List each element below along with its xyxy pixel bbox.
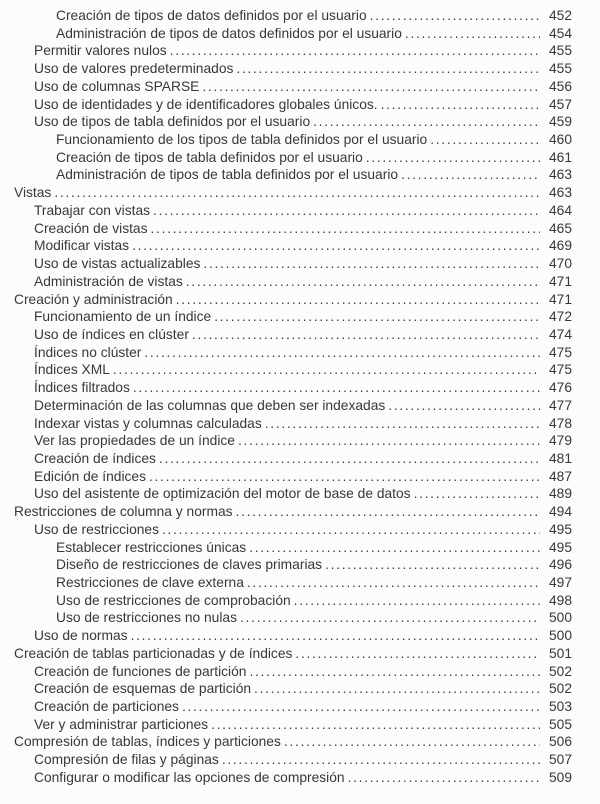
toc-entry-label: Administración de vistas [34, 273, 183, 289]
toc-entry-page: 461 [548, 149, 572, 165]
dot-leader [370, 8, 540, 23]
toc-entry-label: Ver las propiedades de un índice [34, 433, 235, 449]
dot-leader [153, 203, 540, 218]
toc-entry-page: 495 [548, 521, 572, 537]
toc-entry-page: 469 [548, 238, 572, 254]
toc-entry-label: Creación de vistas [34, 220, 148, 236]
toc-entry-label: Creación de tipos de datos definidos por el usuario [56, 8, 367, 23]
dot-leader [405, 26, 540, 41]
toc-entry-label: Índices no clúster [34, 344, 142, 360]
toc-entry-label: Vistas [14, 185, 52, 201]
dot-leader [294, 593, 540, 608]
toc-entry [0, 132, 572, 150]
toc-entry-label: Ver y administrar particiones [34, 716, 209, 732]
toc-entry [0, 416, 572, 434]
toc-entry [0, 114, 572, 132]
toc-entry-label: Índices filtrados [34, 380, 130, 396]
dot-leader [238, 433, 540, 448]
toc-entry-page: 474 [548, 326, 572, 342]
dot-leader [113, 362, 540, 377]
toc-entry-page: 471 [548, 291, 572, 307]
dot-leader [202, 79, 540, 94]
toc-entry-page: 452 [548, 8, 572, 23]
dot-leader [186, 274, 540, 289]
toc-entry-page: 509 [548, 769, 572, 785]
toc-entry-page: 494 [548, 504, 572, 520]
toc-entry [0, 309, 572, 327]
toc-entry-page: 470 [548, 256, 572, 272]
toc-entry [0, 646, 572, 664]
toc-entry [0, 167, 572, 185]
dot-leader [254, 681, 540, 696]
toc-entry-page: 501 [548, 645, 572, 661]
dot-leader [151, 221, 541, 236]
dot-leader [247, 575, 540, 590]
toc-entry [0, 752, 572, 770]
dot-leader [159, 451, 540, 466]
toc-entry-page: 478 [548, 415, 572, 431]
toc-entry-label: Configurar o modificar las opciones de compresión [34, 769, 345, 785]
toc-entry-page: 489 [548, 486, 572, 502]
toc-entry [0, 8, 572, 26]
dot-leader [388, 398, 540, 413]
toc-entry-page: 479 [548, 433, 572, 449]
toc-entry-label: Uso de identidades y de identificadores globales únicos. [34, 96, 378, 112]
toc-entry-label: Creación de esquemas de partición [34, 681, 252, 697]
toc-entry [0, 274, 572, 292]
toc-entry-label: Administración de tipos de datos definidos por el usuario [56, 25, 402, 41]
dot-leader [295, 646, 540, 661]
toc-entry [0, 150, 572, 168]
toc-entry [0, 238, 572, 256]
toc-entry-page: 497 [548, 575, 572, 590]
dot-leader [222, 752, 540, 767]
toc-list [0, 8, 572, 788]
toc-entry [0, 469, 572, 487]
dot-leader [54, 185, 540, 200]
dot-leader [313, 114, 540, 129]
dot-leader [236, 504, 540, 519]
toc-entry-page: 464 [548, 202, 572, 218]
toc-entry-page: 465 [548, 220, 572, 236]
toc-entry-page: 460 [548, 132, 572, 148]
toc-entry [0, 557, 572, 575]
dot-leader [249, 664, 540, 679]
toc-entry-page: 503 [548, 699, 572, 715]
dot-leader [325, 557, 540, 572]
toc-entry [0, 593, 572, 611]
toc-entry-page: 502 [548, 663, 572, 679]
toc-entry [0, 522, 572, 540]
toc-entry [0, 575, 572, 593]
toc-entry [0, 327, 572, 345]
toc-entry-label: Trabajar con vistas [34, 202, 151, 218]
dot-leader [284, 734, 540, 749]
dot-leader [430, 132, 540, 147]
toc-entry [0, 185, 572, 203]
dot-leader [133, 380, 540, 395]
toc-entry [0, 398, 572, 416]
toc-entry-label: Establecer restricciones únicas [56, 539, 247, 555]
toc-entry-label: Indexar vistas y columnas calculadas [34, 415, 262, 431]
toc-entry-label: Compresión de filas y páginas [34, 752, 219, 768]
dot-leader [162, 522, 540, 537]
toc-entry-label: Edición de índices [34, 468, 146, 484]
dot-leader [203, 256, 540, 271]
toc-entry-label: Creación de índices [34, 450, 156, 466]
toc-entry-page: 477 [548, 397, 572, 413]
toc-entry-label: Modificar vistas [34, 238, 130, 254]
toc-entry-label: Creación de tipos de tabla definidos por el usuario [56, 149, 363, 165]
toc-entry-page: 495 [548, 539, 572, 555]
toc-entry [0, 97, 572, 115]
dot-leader [211, 717, 540, 732]
toc-entry-page: 502 [548, 681, 572, 697]
toc-entry-label: Uso de normas [34, 628, 128, 644]
toc-entry-label: Restricciones de columna y normas [14, 504, 233, 520]
toc-entry-page: 498 [548, 592, 572, 608]
dot-leader [240, 610, 540, 625]
toc-entry-page: 471 [548, 273, 572, 289]
toc-entry-label: Uso de vistas actualizables [34, 256, 201, 272]
dot-leader [265, 416, 540, 431]
toc-entry-page: 457 [548, 96, 572, 112]
toc-entry-label: Creación y administración [14, 291, 173, 307]
toc-entry-label: Uso de tipos de tabla definidos por el usuario [34, 114, 311, 130]
toc-entry [0, 504, 572, 522]
toc-entry-label: Determinación de las columnas que deben ser indexadas [34, 397, 386, 413]
dot-leader [176, 292, 540, 307]
toc-entry [0, 717, 572, 735]
toc-entry-label: Restricciones de clave externa [56, 575, 244, 590]
dot-leader [381, 97, 540, 112]
toc-entry-page: 481 [548, 450, 572, 466]
toc-entry [0, 362, 572, 380]
toc-entry-page: 505 [548, 716, 572, 732]
toc-entry [0, 770, 572, 788]
dot-leader [414, 486, 540, 501]
toc-entry-label: Permitir valores nulos [34, 43, 167, 59]
dot-leader [132, 238, 540, 253]
toc-entry-page: 459 [548, 114, 572, 130]
toc-entry [0, 79, 572, 97]
toc-entry-page: 500 [548, 628, 572, 644]
dot-leader [366, 150, 540, 165]
toc-entry-page: 506 [548, 734, 572, 750]
toc-entry-page: 487 [548, 468, 572, 484]
dot-leader [192, 327, 540, 342]
toc-entry-page: 472 [548, 309, 572, 325]
toc-entry [0, 664, 572, 682]
dot-leader [182, 699, 540, 714]
toc-entry [0, 540, 572, 558]
toc-entry [0, 43, 572, 61]
dot-leader [249, 540, 540, 555]
dot-leader [236, 61, 540, 76]
toc-entry-label: Funcionamiento de los tipos de tabla definidos por el usuario [56, 132, 428, 148]
toc-entry [0, 203, 572, 221]
dot-leader [149, 469, 540, 484]
toc-entry-label: Compresión de tablas, índices y particiones [14, 734, 281, 750]
toc-entry-label: Creación de tablas particionadas y de índices [14, 645, 293, 661]
toc-entry [0, 451, 572, 469]
toc-entry-label: Creación de funciones de partición [34, 663, 247, 679]
toc-entry [0, 26, 572, 44]
dot-leader [348, 770, 540, 785]
toc-entry-label: Uso de restricciones [34, 521, 159, 537]
toc-entry-label: Uso del asistente de optimización del motor de base de datos [34, 486, 411, 502]
toc-entry-label: Uso de restricciones no nulas [56, 610, 237, 626]
toc-entry [0, 256, 572, 274]
toc-entry [0, 221, 572, 239]
toc-entry-label: Funcionamiento de un índice [34, 309, 212, 325]
toc-entry-page: 463 [548, 167, 572, 183]
toc-entry-label: Diseño de restricciones de claves primarias [56, 557, 323, 573]
toc-entry-label: Administración de tipos de tabla definidos por el usuario [56, 167, 399, 183]
dot-leader [214, 309, 540, 324]
toc-entry-page: 507 [548, 752, 572, 768]
toc-entry [0, 628, 572, 646]
toc-entry [0, 380, 572, 398]
dot-leader [170, 43, 540, 58]
toc-entry-page: 455 [548, 43, 572, 59]
dot-leader [131, 628, 540, 643]
toc-entry [0, 292, 572, 310]
toc-entry-label: Creación de particiones [34, 699, 179, 715]
toc-entry [0, 610, 572, 628]
toc-entry-page: 454 [548, 25, 572, 41]
toc-entry [0, 345, 572, 363]
toc-entry-page: 500 [548, 610, 572, 626]
toc-entry-page: 476 [548, 380, 572, 396]
toc-entry-label: Uso de índices en clúster [34, 326, 189, 342]
toc-entry-page: 475 [548, 344, 572, 360]
toc-entry-label: Uso de valores predeterminados [34, 61, 234, 77]
toc-entry-label: Índices XML [34, 362, 110, 378]
dot-leader [144, 345, 540, 360]
toc-entry-label: Uso de restricciones de comprobación [56, 592, 291, 608]
toc-entry [0, 433, 572, 451]
toc-entry-page: 475 [548, 362, 572, 378]
toc-entry [0, 681, 572, 699]
toc-entry [0, 699, 572, 717]
toc-entry-label: Uso de columnas SPARSE [34, 78, 200, 94]
toc-entry-page: 463 [548, 185, 572, 201]
toc-entry-page: 455 [548, 61, 572, 77]
toc-entry-page: 456 [548, 78, 572, 94]
toc-entry [0, 734, 572, 752]
dot-leader [401, 167, 540, 182]
toc-entry [0, 61, 572, 79]
toc-entry-page: 496 [548, 557, 572, 573]
toc-entry [0, 486, 572, 504]
